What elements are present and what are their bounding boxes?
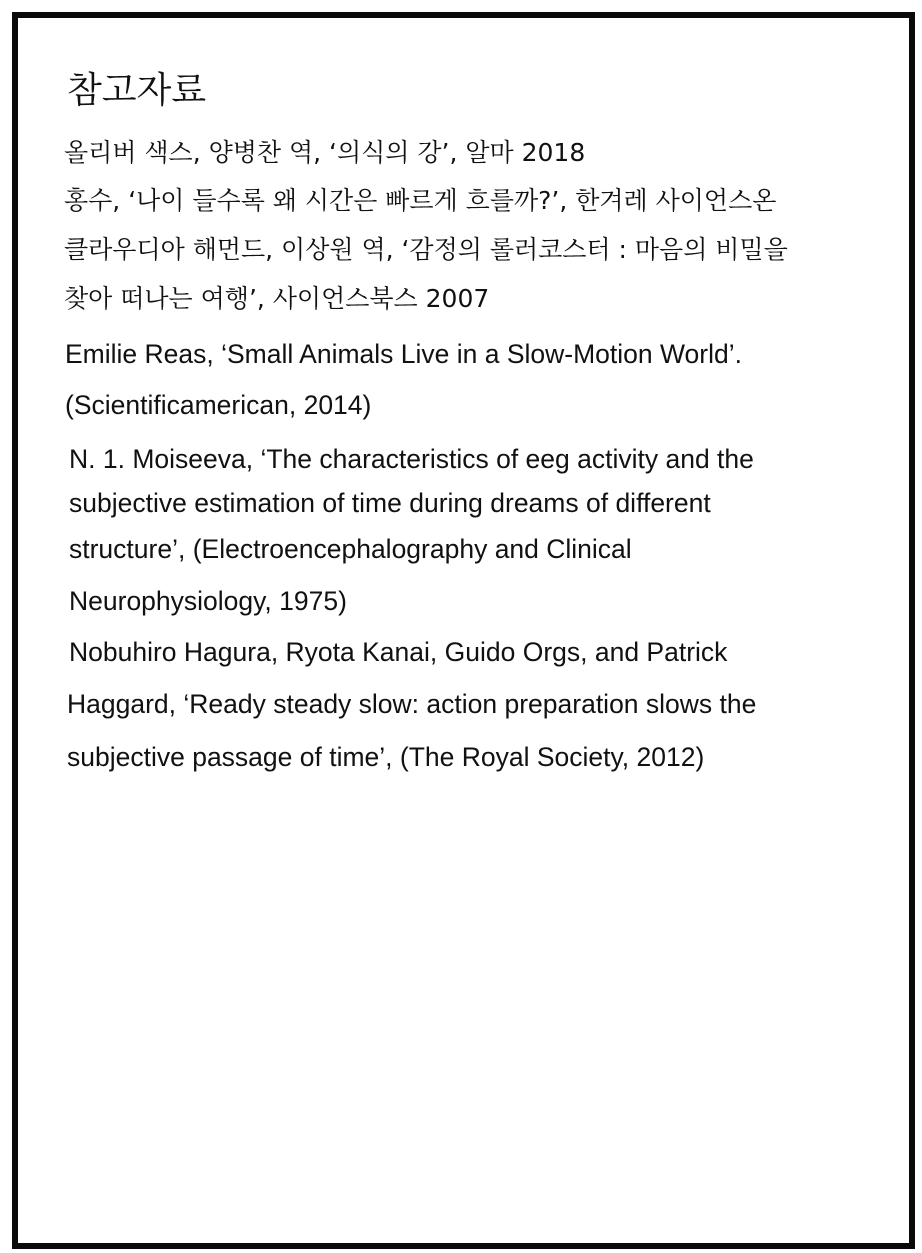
reference-5-line-1: N. 1. Moiseeva, ‘The characteristics of eeg activity and the (69, 444, 754, 474)
reference-5-line-2: subjective estimation of time during dreams of different (69, 488, 711, 518)
reference-4-line-1: Emilie Reas, ‘Small Animals Live in a Slow-Motion World’. (65, 339, 742, 369)
reference-6-line-1: Nobuhiro Hagura, Ryota Kanai, Guido Orgs, and Patrick (69, 637, 728, 667)
page-frame (12, 12, 915, 1249)
reference-list (18, 18, 909, 1243)
reference-2-line-1: 홍수, ‘나이 들수록 왜 시간은 빠르게 흐를까?’, 한겨레 사이언스온 (64, 186, 777, 215)
reference-5-line-3: structure’, (Electroencephalography and Clinical (69, 534, 632, 564)
reference-6-line-2: Haggard, ‘Ready steady slow: action preparation slows the (67, 689, 757, 719)
reference-6-line-3: subjective passage of time’, (The Royal Society, 2012) (67, 742, 705, 772)
reference-1-line-1: 올리버 색스, 양병찬 역, ‘의식의 강’, 알마 2018 (64, 138, 586, 167)
reference-5-line-4: Neurophysiology, 1975) (69, 586, 347, 616)
page-title: 참고자료 (67, 70, 207, 111)
reference-4-line-2: (Scientificamerican, 2014) (65, 390, 372, 420)
reference-3-line-1: 클라우디아 해먼드, 이상원 역, ‘감정의 롤러코스터 : 마음의 비밀을 (64, 235, 788, 264)
reference-3-line-2: 찾아 떠나는 여행’, 사이언스북스 2007 (64, 284, 490, 313)
